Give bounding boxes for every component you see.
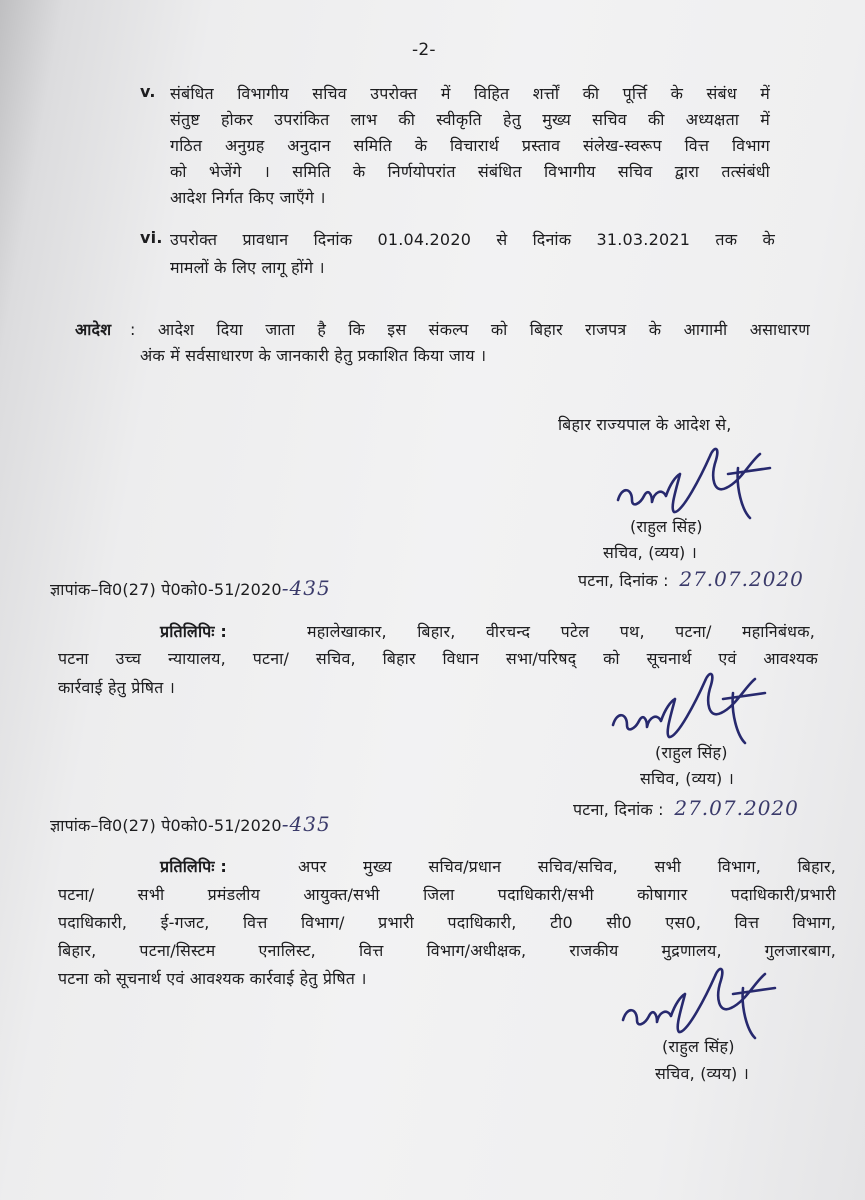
memo-2-number <box>50 812 331 836</box>
item-v-line-4: को भेजेंगे । समिति के निर्णयोपरांत संबंधित विभागीय सचिव द्वारा तत्संबंधी <box>170 162 770 181</box>
order-label: आदेश <box>75 320 112 339</box>
page-number: -2- <box>412 40 436 60</box>
memo-2-copy-line-4: बिहार, पटना/सिस्टम एनालिस्ट, वित्त विभाग/अधीक्षक, राजकीय मुद्रणालय, गुलजारबाग, <box>58 941 836 960</box>
memo-2-date-label: पटना, दिनांक : <box>573 800 664 819</box>
memo-2-copy-label: प्रतिलिपिः : <box>160 857 227 876</box>
signature-2 <box>605 663 780 753</box>
item-v-line-5: आदेश निर्गत किए जाएँगे । <box>170 188 326 207</box>
memo-2-copy-line-5: पटना को सूचनार्थ एवं आवश्यक कार्रवाई हेतु प्रेषित । <box>58 969 367 988</box>
memo-2-copy-line-2: पटना/ सभी प्रमंडलीय आयुक्त/सभी जिला पदाधिकारी/सभी कोषागार पदाधिकारी/प्रभारी <box>58 885 836 904</box>
memo-2-handwritten-number: -435 <box>281 812 331 836</box>
memo-2-copy-line-1: अपर मुख्य सचिव/प्रधान सचिव/सचिव, सभी विभाग, बिहार, <box>298 857 836 876</box>
governor-order-line: बिहार राज्यपाल के आदेश से, <box>558 415 732 434</box>
signatory-designation-3: सचिव, (व्यय) । <box>655 1064 750 1083</box>
order-line-2: अंक में सर्वसाधारण के जानकारी हेतु प्रकाशित किया जाय । <box>140 346 487 365</box>
signatory-designation-2: सचिव, (व्यय) । <box>640 769 735 788</box>
item-v-line-3: गठित अनुग्रह अनुदान समिति के विचारार्थ प्रस्ताव संलेख-स्वरूप वित्त विभाग <box>170 136 770 155</box>
memo-1-handwritten-number: -435 <box>281 576 331 600</box>
memo-1-prefix: ज्ञापांक–वि0(27) पे0को0-51/2020 <box>50 580 282 599</box>
memo-2-copy-line-3: पदाधिकारी, ई-गजट, वित्त विभाग/ प्रभारी पदाधिकारी, टी0 सी0 एस0, वित्त विभाग, <box>58 913 836 932</box>
signatory-designation-1: सचिव, (व्यय) । <box>603 543 698 562</box>
memo-1-number <box>50 576 331 600</box>
item-v-line-2: संतुष्ट होकर उपरांकित लाभ की स्वीकृति हेतु मुख्य सचिव की अध्यक्षता में <box>170 110 770 129</box>
memo-2-place-date <box>573 796 799 820</box>
memo-2-prefix: ज्ञापांक–वि0(27) पे0को0-51/2020 <box>50 816 282 835</box>
order-line-1: : आदेश दिया जाता है कि इस संकल्प को बिहार राजपत्र के आगामी असाधारण <box>130 320 810 339</box>
memo-1-copy-line-2: पटना उच्च न्यायालय, पटना/ सचिव, बिहार विधान सभा/परिषद् को सूचनार्थ एवं आवश्यक <box>58 649 818 668</box>
memo-1-copy-line-3: कार्रवाई हेतु प्रेषित । <box>58 678 176 697</box>
memo-1-handwritten-date: 27.07.2020 <box>679 567 804 591</box>
item-v-marker: v. <box>140 82 156 101</box>
item-v-line-1: संबंधित विभागीय सचिव उपरोक्त में विहित शर्त्तों की पूर्त्ति के संबंध में <box>170 84 770 103</box>
item-vi-marker: vi. <box>140 228 163 247</box>
signatory-name-2: (राहुल सिंह) <box>655 743 728 762</box>
item-vi-line-1: उपरोक्त प्रावधान दिनांक 01.04.2020 से दिनांक 31.03.2021 तक के <box>170 230 775 249</box>
memo-1-place-date <box>578 567 804 591</box>
memo-1-copy-line-1: महालेखाकार, बिहार, वीरचन्द पटेल पथ, पटना/ महानिबंधक, <box>307 622 815 641</box>
memo-2-handwritten-date: 27.07.2020 <box>674 796 799 820</box>
item-vi-line-2: मामलों के लिए लागू होंगे । <box>170 258 325 277</box>
memo-1-copy-label: प्रतिलिपिः : <box>160 622 227 641</box>
memo-1-date-label: पटना, दिनांक : <box>578 571 669 590</box>
signatory-name-1: (राहुल सिंह) <box>630 517 703 536</box>
signatory-name-3: (राहुल सिंह) <box>662 1037 735 1056</box>
